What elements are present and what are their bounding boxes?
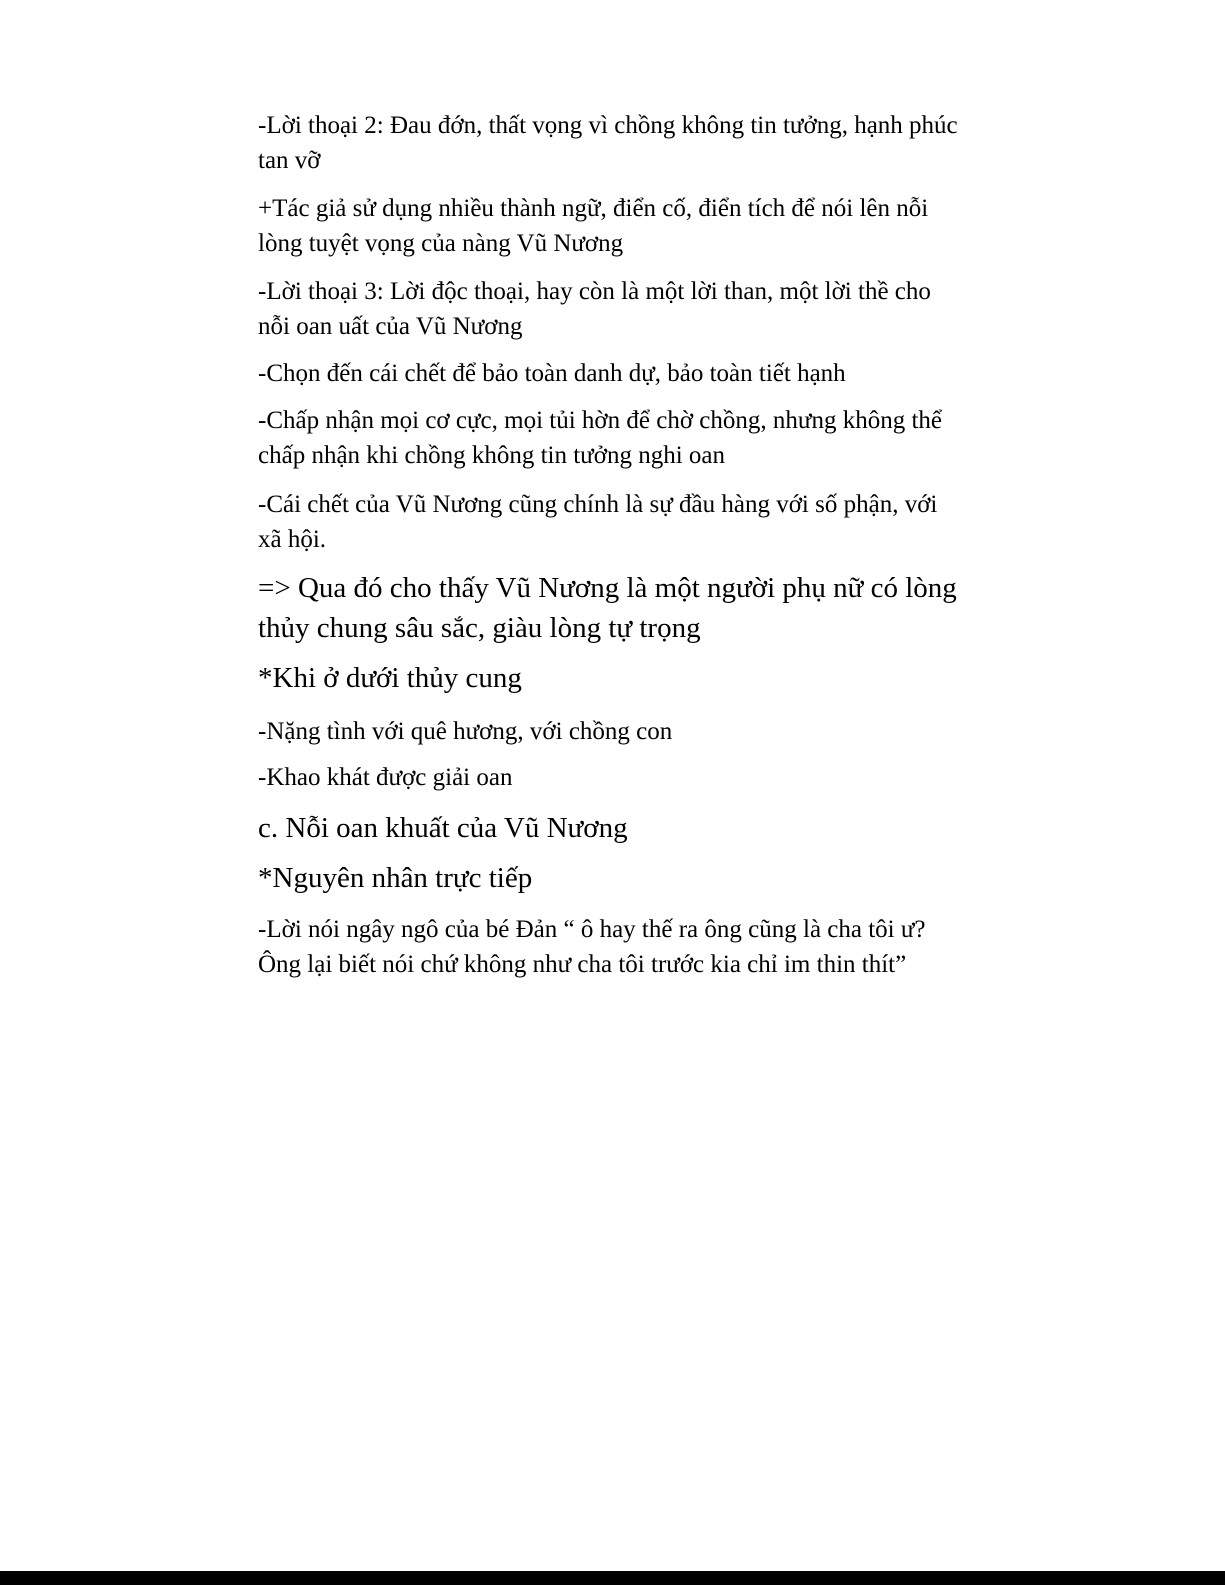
paragraph-author-technique: +Tác giả sử dụng nhiều thành ngữ, điển cố, điển tích để nói lên nỗi lòng tuyệt vọng của nàng Vũ Nương [258,195,929,257]
paragraph-accept-hardship: -Chấp nhận mọi cơ cực, mọi tủi hờn để chờ chồng, nhưng không thể chấp nhận khi chồng không tin tưởng nghi oan [258,407,942,469]
page-bottom-border [0,1571,1225,1585]
paragraph-dialogue-2: -Lời thoại 2: Đau đớn, thất vọng vì chồng không tin tưởng, hạnh phúc tan vỡ [258,112,958,174]
paragraph-child-words: -Lời nói ngây ngô của bé Đản “ ô hay thế ra ông cũng là cha tôi ư? Ông lại biết nói chứ không như cha tôi trước kia chỉ im thin thít” [258,916,926,978]
heading-underwater-palace: *Khi ở dưới thủy cung [258,662,522,694]
paragraph-dialogue-3: -Lời thoại 3: Lời độc thoại, hay còn là một lời than, một lời thề cho nỗi oan uất của Vũ Nương [258,278,931,340]
heading-direct-cause: *Nguyên nhân trực tiếp [258,862,533,894]
paragraph-homeland-love: -Nặng tình với quê hương, với chồng con [258,718,673,745]
paragraph-conclusion: => Qua đó cho thấy Vũ Nương là một người phụ nữ có lòng thủy chung sâu sắc, giàu lòng tự trọng [258,572,957,644]
paragraph-choose-death: -Chọn đến cái chết để bảo toàn danh dự, bảo toàn tiết hạnh [258,360,846,387]
paragraph-death-surrender: -Cái chết của Vũ Nương cũng chính là sự đầu hàng với số phận, với xã hội. [258,491,938,553]
paragraph-desire-justice: -Khao khát được giải oan [258,764,513,791]
heading-injustice: c. Nỗi oan khuất của Vũ Nương [258,812,628,844]
